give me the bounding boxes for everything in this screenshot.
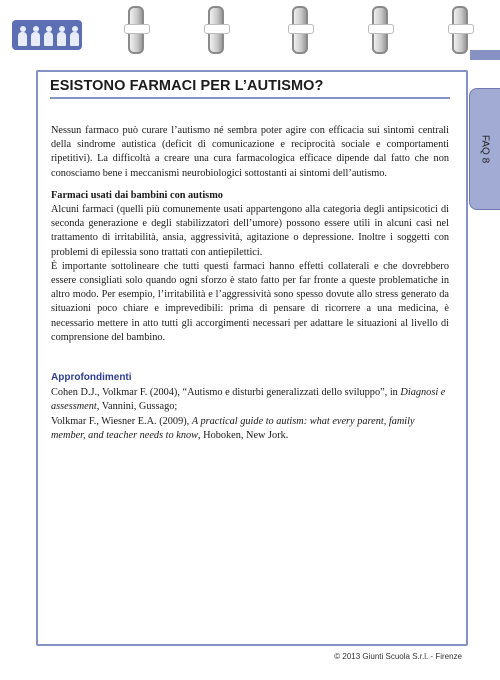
binder-ring-icon [292,6,308,54]
section-paragraph-2: È importante sottolineare che tutti questi farmaci hanno effetti collaterali e che dovrebbero essere consigliati solo quando ogni sforzo è stato fatto per far fronte a queste problematiche in altro modo. Per esempio, l’irritabilità e l’aggressività sono spesso dovute allo stress generato da situazioni poco chiare e imprevedibili: prima di pensare di ricorrere a una medicina, è necessario mettere in atto tutti gli accorgimenti necessari per adattare le situazioni al livello di comprensione del bambino. [51,260,449,343]
binder-header [0,0,500,60]
logo-children-figures [12,20,82,50]
title-bar [50,78,450,99]
binder-ring-icon [452,6,468,54]
references-heading: Approfondimenti [51,372,132,384]
binder-ring-icon [372,6,388,54]
page-title: ESISTONO FARMACI PER L’AUTISMO? [50,78,324,94]
reference-item: Volkmar F., Wiesner E.A. (2009), A practical guide to autism: what every parent, family member, and teacher needs to know, Hoboken, New Jork. [51,415,415,441]
intro-paragraph: Nessun farmaco può curare l’autismo né sembra poter agire con efficacia sui sintomi centrali della sindrome autistica (deficit di comunicazione e reciprocità sociale e comportamenti ripetitivi). La difficoltà a creare una cura farmacologica efficace dipende dal fatto che non conosciamo bene i meccanismi neurobiologici sottostanti ai sintomi dell’autismo. [51,125,449,179]
reference-item: Cohen D.J., Volkmar F. (2004), “Autismo e disturbi generalizzati dello sviluppo”, in Diagnosi e assessment, Vannini, Gussago; [51,387,446,413]
faq-side-tab [469,88,500,210]
binder-ring-icon [208,6,224,54]
copyright-footer: © 2013 Giunti Scuola S.r.l. - Firenze [334,652,462,661]
main-content [51,124,449,443]
section-paragraph-1: Alcuni farmaci (quelli più comunemente usati appartengono alla categoria degli antipsicotici di seconda generazione e degli stabilizzatori dell’umore) possono essere utili in alcuni casi nel trattamento di irritabilità, ansia, aggressività, agitazione o depressione. Inoltre i soggetti con problemi di epilessia sono trattati con antiepilettici. [51,204,449,258]
section-heading: Farmaci usati dai bambini con autismo [51,189,223,201]
binder-tab-strip [470,50,500,60]
faq-side-tab-label: FAQ 8 [479,134,491,164]
references-block [51,371,449,443]
binder-ring-icon [128,6,144,54]
